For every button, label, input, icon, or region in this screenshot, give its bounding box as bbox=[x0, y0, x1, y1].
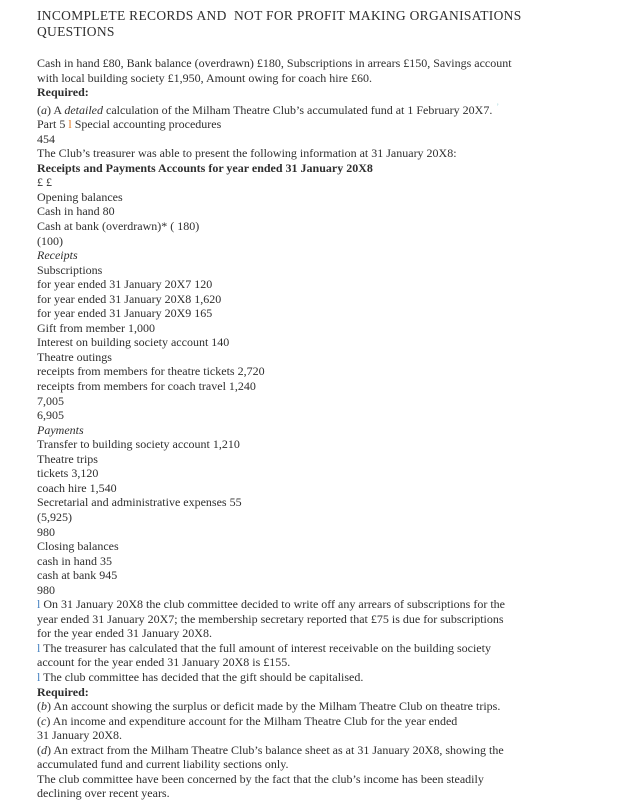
text-segment: for year ended 31 January 20X9 165 bbox=[37, 306, 213, 321]
text-segment: ( bbox=[37, 713, 41, 728]
text-line bbox=[37, 728, 623, 743]
text-line bbox=[37, 71, 623, 86]
text-segment-bold: Required: bbox=[37, 684, 89, 699]
text-segment: Cash in hand 80 bbox=[37, 204, 115, 219]
text-line bbox=[37, 772, 623, 787]
text-segment-italic: Receipts bbox=[37, 248, 78, 263]
text-line bbox=[37, 234, 623, 249]
text-segment: Transfer to building society account 1,210 bbox=[37, 437, 240, 452]
text-segment: cash in hand 35 bbox=[37, 553, 112, 568]
text-line bbox=[37, 292, 623, 307]
text-segment: Part 5 bbox=[37, 117, 69, 132]
text-segment: 980 bbox=[37, 582, 55, 597]
text-line bbox=[37, 655, 623, 670]
text-segment: Gift from member 1,000 bbox=[37, 320, 155, 335]
page-title-line-2: QUESTIONS bbox=[37, 23, 115, 39]
text-line bbox=[37, 146, 623, 161]
text-line bbox=[37, 56, 623, 71]
text-segment: Theatre trips bbox=[37, 451, 98, 466]
text-segment: Closing balances bbox=[37, 539, 119, 554]
text-line bbox=[37, 132, 623, 147]
text-line bbox=[37, 583, 623, 598]
text-line bbox=[37, 757, 623, 772]
text-segment-bold: Receipts and Payments Accounts for year ended 31 January 20X8 bbox=[37, 160, 373, 175]
text-segment-italic: d bbox=[41, 742, 47, 757]
text-segment: calculation of the Milham Theatre Club’s accumulated fund at 1 February 20X7. bbox=[103, 102, 493, 117]
text-segment-bold: Required: bbox=[37, 85, 89, 100]
text-segment: coach hire 1,540 bbox=[37, 480, 117, 495]
text-segment: On 31 January 20X8 the club committee decided to write off any arrears of subscriptions for the bbox=[40, 597, 505, 612]
text-segment: for year ended 31 January 20X7 120 bbox=[37, 277, 213, 292]
text-line bbox=[37, 437, 623, 452]
text-line bbox=[37, 597, 623, 612]
text-segment: for year ended 31 January 20X8 1,620 bbox=[37, 291, 222, 306]
text-segment: Special accounting procedures bbox=[71, 117, 222, 132]
text-segment: The Club’s treasurer was able to present the following information at 31 January 20X8: bbox=[37, 146, 457, 161]
text-segment: Secretarial and administrative expenses 55 bbox=[37, 495, 242, 510]
text-segment: ) An extract from the Milham Theatre Club’s balance sheet as at 31 January 20X8, showing the bbox=[47, 742, 504, 757]
text-line bbox=[37, 743, 623, 758]
text-line bbox=[37, 117, 623, 132]
text-line bbox=[37, 190, 623, 205]
text-segment-blue: l bbox=[37, 640, 41, 655]
text-segment: £ £ bbox=[37, 175, 52, 190]
text-line bbox=[37, 277, 623, 292]
text-segment: 31 January 20X8. bbox=[37, 728, 122, 743]
text-line bbox=[37, 626, 623, 641]
text-segment: (100) bbox=[37, 233, 63, 248]
text-segment: 980 bbox=[37, 524, 55, 539]
text-line bbox=[37, 466, 623, 481]
text-segment: ) An income and expenditure account for the Milham Theatre Club for the year ended bbox=[46, 713, 458, 728]
page-title bbox=[37, 8, 623, 39]
text-segment: Opening balances bbox=[37, 189, 123, 204]
text-line bbox=[37, 495, 623, 510]
text-line bbox=[37, 248, 623, 263]
text-segment: 6,905 bbox=[37, 408, 64, 423]
text-line bbox=[37, 85, 623, 100]
text-segment: The treasurer has calculated that the full amount of interest receivable on the building society bbox=[40, 640, 491, 655]
text-segment: tickets 3,120 bbox=[37, 466, 99, 481]
text-line bbox=[37, 335, 623, 350]
text-line bbox=[37, 321, 623, 336]
text-line bbox=[37, 161, 623, 176]
text-line bbox=[37, 525, 623, 540]
text-segment: receipts from members for coach travel 1,240 bbox=[37, 379, 256, 394]
text-segment: accumulated fund and current liability sections only. bbox=[37, 757, 289, 772]
text-segment: year ended 31 January 20X7; the membership secretary reported that £75 is due for subscriptions bbox=[37, 611, 504, 626]
text-segment: (5,925) bbox=[37, 509, 72, 524]
text-line bbox=[37, 568, 623, 583]
text-line bbox=[37, 350, 623, 365]
text-line bbox=[37, 452, 623, 467]
text-segment: Subscriptions bbox=[37, 262, 103, 277]
text-segment: 454 bbox=[37, 131, 55, 146]
text-segment-italic: Payments bbox=[37, 422, 84, 437]
text-line bbox=[37, 204, 623, 219]
text-line bbox=[37, 612, 623, 627]
text-line bbox=[37, 786, 623, 801]
text-line bbox=[37, 100, 623, 118]
text-segment: The club committee have been concerned by the fact that the club’s income has been steadily bbox=[37, 771, 484, 786]
text-line bbox=[37, 539, 623, 554]
text-segment-italic: c bbox=[41, 713, 47, 728]
document-lines bbox=[37, 56, 623, 801]
text-segment: with local building society £1,950, Amount owing for coach hire £60. bbox=[37, 70, 372, 85]
text-segment: for the year ended 31 January 20X8. bbox=[37, 626, 212, 641]
text-line bbox=[37, 641, 623, 656]
text-segment: ( bbox=[37, 742, 41, 757]
text-segment: 7,005 bbox=[37, 393, 64, 408]
text-line bbox=[37, 699, 623, 714]
text-segment-blue: l bbox=[37, 597, 41, 612]
text-segment: declining over recent years. bbox=[37, 786, 170, 801]
text-line bbox=[37, 306, 623, 321]
text-line bbox=[37, 510, 623, 525]
text-line bbox=[37, 481, 623, 496]
text-line bbox=[37, 219, 623, 234]
text-segment: Theatre outings bbox=[37, 349, 112, 364]
text-line bbox=[37, 175, 623, 190]
text-segment: cash at bank 945 bbox=[37, 568, 118, 583]
text-segment: receipts from members for theatre tickets 2,720 bbox=[37, 364, 265, 379]
text-line bbox=[37, 379, 623, 394]
text-line bbox=[37, 554, 623, 569]
text-segment: Cash at bank (overdrawn)* ( 180) bbox=[37, 219, 200, 234]
text-line bbox=[37, 263, 623, 278]
text-segment: ) A bbox=[47, 102, 65, 117]
text-line bbox=[37, 685, 623, 700]
text-segment: Cash in hand £80, Bank balance (overdrawn) £180, Subscriptions in arrears £150, Savings account bbox=[37, 56, 512, 70]
text-segment-blue: l bbox=[37, 669, 41, 684]
text-segment-italic: b bbox=[41, 699, 47, 714]
text-segment: ) An account showing the surplus or deficit made by the Milham Theatre Club on theatre trips. bbox=[47, 699, 501, 714]
text-line bbox=[37, 670, 623, 685]
text-segment-italic: a bbox=[41, 102, 47, 117]
text-segment: ( bbox=[37, 102, 41, 117]
text-line bbox=[37, 714, 623, 729]
page-title-line-1: INCOMPLETE RECORDS AND NOT FOR PROFIT MAKING ORGANISATIONS bbox=[37, 8, 522, 23]
text-segment: The club committee has decided that the gift should be capitalised. bbox=[40, 669, 364, 684]
text-segment-orange: l bbox=[68, 117, 72, 132]
text-line bbox=[37, 408, 623, 423]
text-segment-italic: detailed bbox=[64, 102, 103, 117]
text-segment-sup-cyan: ’ bbox=[492, 101, 500, 111]
text-line bbox=[37, 364, 623, 379]
text-line bbox=[37, 394, 623, 409]
text-segment: account for the year ended 31 January 20X8 is £155. bbox=[37, 655, 291, 670]
text-line bbox=[37, 423, 623, 438]
text-segment: Interest on building society account 140 bbox=[37, 335, 230, 350]
text-segment: ( bbox=[37, 699, 41, 714]
